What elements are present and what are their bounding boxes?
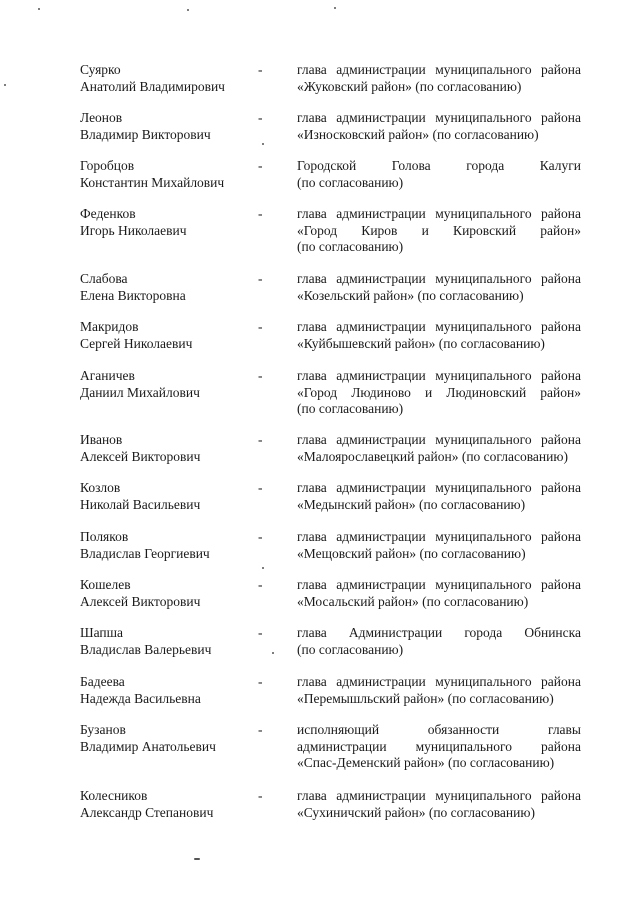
position-description (297, 271, 581, 304)
position-line: (по согласованию) (297, 174, 404, 190)
position-line: «Город Киров и Кировский район» (297, 222, 581, 238)
position-description (297, 674, 581, 707)
separator-dash: - (258, 625, 263, 640)
position-line: «Перемышльский район» (по согласованию) (297, 690, 554, 706)
person-name (80, 577, 280, 610)
person-given-names: Алексей Викторович (80, 593, 201, 609)
position-line: глава Администрации города Обнинска (297, 625, 581, 640)
person-given-names: Анатолий Владимирович (80, 78, 225, 94)
position-description (297, 368, 581, 418)
position-description (297, 110, 581, 143)
position-description (297, 577, 581, 610)
person-name (80, 529, 280, 562)
person-given-names: Елена Викторовна (80, 287, 186, 303)
person-name (80, 110, 280, 143)
person-surname: Аганичев (80, 368, 135, 383)
position-description (297, 480, 581, 513)
position-line: «Мосальский район» (по согласованию) (297, 593, 529, 609)
separator-dash: - (258, 158, 263, 173)
position-line: администрации муниципального района (297, 738, 581, 754)
position-line: «Город Людиново и Людиновский район» (297, 384, 581, 400)
person-name (80, 62, 280, 95)
separator-dash: - (258, 271, 263, 286)
position-line: Городской Голова города Калуги (297, 158, 581, 173)
separator-dash: - (258, 577, 263, 592)
position-line: глава администрации муниципального района (297, 62, 581, 77)
person-surname: Феденков (80, 206, 136, 221)
position-line: глава администрации муниципального района (297, 674, 581, 689)
person-given-names: Владимир Викторович (80, 126, 211, 142)
person-given-names: Владислав Валерьевич (80, 641, 212, 657)
scan-speck (272, 652, 274, 654)
person-name (80, 319, 280, 352)
position-line: глава администрации муниципального района (297, 319, 581, 334)
position-line: глава администрации муниципального района (297, 577, 581, 592)
person-surname: Суярко (80, 62, 121, 77)
position-description (297, 158, 581, 191)
position-line: «Сухиничский район» (по согласованию) (297, 804, 535, 820)
position-line: «Мещовский район» (по согласованию) (297, 545, 526, 561)
position-description (297, 319, 581, 352)
position-line: «Медынский район» (по согласованию) (297, 496, 526, 512)
person-given-names: Константин Михайлович (80, 174, 225, 190)
position-line: глава администрации муниципального района (297, 271, 581, 286)
person-name (80, 368, 280, 401)
person-name (80, 625, 280, 658)
person-name (80, 674, 280, 707)
separator-dash: - (258, 319, 263, 334)
scan-speck (262, 143, 264, 145)
scan-speck (187, 9, 189, 11)
scan-speck (4, 84, 6, 86)
position-line: «Куйбышевский район» (по согласованию) (297, 335, 545, 351)
position-description (297, 432, 581, 465)
person-surname: Шапша (80, 625, 124, 640)
position-line: «Козельский район» (по согласованию) (297, 287, 524, 303)
person-given-names: Сергей Николаевич (80, 335, 193, 351)
position-line: «Износковский район» (по согласованию) (297, 126, 539, 142)
position-description (297, 529, 581, 562)
person-surname: Колесников (80, 788, 148, 803)
position-line: (по согласованию) (297, 239, 404, 254)
position-description (297, 788, 581, 821)
person-surname: Иванов (80, 432, 123, 447)
separator-dash: - (258, 62, 263, 77)
person-surname: Бузанов (80, 722, 126, 737)
person-given-names: Владимир Анатольевич (80, 738, 216, 754)
position-line: «Спас-Деменский район» (по согласованию) (297, 755, 555, 770)
separator-dash: - (258, 788, 263, 803)
position-line: глава администрации муниципального района (297, 480, 581, 495)
position-line: исполняющий обязанности главы (297, 722, 581, 737)
person-surname: Макридов (80, 319, 139, 334)
scan-speck (38, 8, 40, 10)
person-surname: Козлов (80, 480, 121, 495)
person-given-names: Александр Степанович (80, 804, 214, 820)
person-name (80, 271, 280, 304)
person-name (80, 432, 280, 465)
position-line: глава администрации муниципального района (297, 529, 581, 544)
person-surname: Поляков (80, 529, 129, 544)
person-name (80, 480, 280, 513)
person-surname: Леонов (80, 110, 123, 125)
person-given-names: Надежда Васильевна (80, 690, 201, 706)
person-surname: Слабова (80, 271, 128, 286)
separator-dash: - (258, 480, 263, 495)
person-given-names: Владислав Георгиевич (80, 545, 210, 561)
position-line: глава администрации муниципального района (297, 368, 581, 383)
position-line: (по согласованию) (297, 401, 404, 416)
position-description (297, 625, 581, 658)
scan-speck (194, 858, 200, 860)
scan-speck (334, 7, 336, 9)
separator-dash: - (258, 432, 263, 447)
person-name (80, 158, 280, 191)
separator-dash: - (258, 529, 263, 544)
person-given-names: Алексей Викторович (80, 448, 201, 464)
person-given-names: Игорь Николаевич (80, 222, 187, 238)
person-surname: Кошелев (80, 577, 131, 592)
separator-dash: - (258, 368, 263, 383)
person-surname: Горобцов (80, 158, 135, 173)
position-description (297, 62, 581, 95)
person-name (80, 722, 280, 755)
person-name (80, 788, 280, 821)
position-line: (по согласованию) (297, 641, 404, 657)
position-line: «Жуковский район» (по согласованию) (297, 78, 522, 94)
separator-dash: - (258, 674, 263, 689)
person-given-names: Николай Васильевич (80, 496, 201, 512)
position-line: глава администрации муниципального района (297, 788, 581, 803)
separator-dash: - (258, 110, 263, 125)
position-line: глава администрации муниципального района (297, 206, 581, 221)
position-description (297, 206, 581, 256)
position-line: глава администрации муниципального района (297, 110, 581, 125)
separator-dash: - (258, 722, 263, 737)
person-surname: Бадеева (80, 674, 125, 689)
scan-speck (262, 567, 264, 569)
position-description (297, 722, 581, 772)
position-line: «Малоярославецкий район» (по согласованию) (297, 448, 568, 464)
separator-dash: - (258, 206, 263, 221)
person-given-names: Даниил Михайлович (80, 384, 200, 400)
person-name (80, 206, 280, 239)
position-line: глава администрации муниципального района (297, 432, 581, 447)
